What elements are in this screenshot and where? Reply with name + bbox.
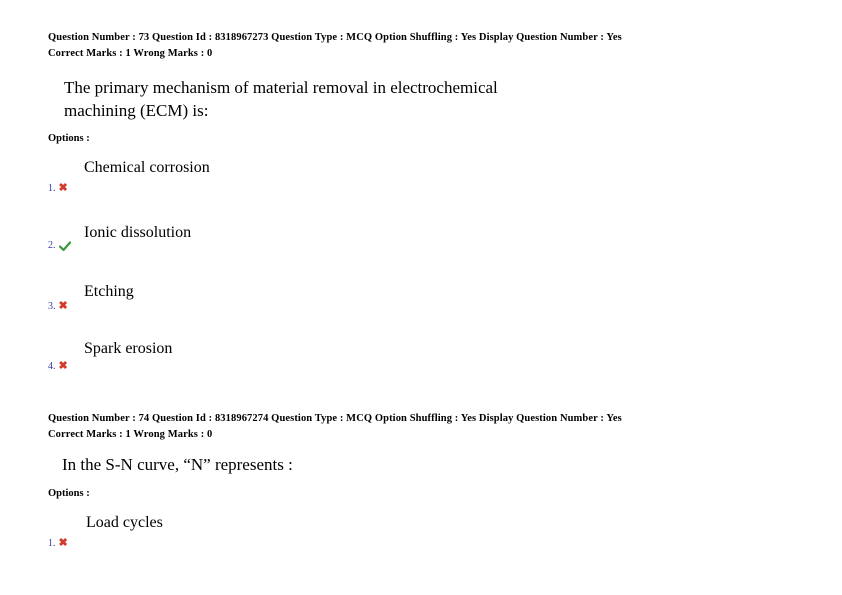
option-text: Chemical corrosion [84, 159, 210, 176]
option-number-label: 4. [48, 361, 56, 372]
question-73-stem-line-2: machining (ECM) is: [64, 101, 209, 120]
question-74-meta: Question Number : 74 Question Id : 8318967274 Question Type : MCQ Option Shuffling : Yes Display Question Number : Yes [48, 413, 622, 424]
option-number [48, 183, 68, 194]
question-74-stem [62, 453, 293, 476]
question-73-options-label: Options : [48, 133, 90, 144]
cross-icon: ✖ [58, 182, 68, 194]
option-number [48, 361, 68, 372]
question-74-marks: Correct Marks : 1 Wrong Marks : 0 [48, 429, 213, 440]
question-74-options-label: Options : [48, 488, 90, 499]
option-text: Spark erosion [84, 340, 173, 357]
option-number-label: 1. [48, 183, 56, 194]
question-73-stem [64, 76, 498, 122]
option-text: Load cycles [86, 514, 163, 531]
cross-icon: ✖ [58, 360, 68, 372]
option-number [48, 240, 71, 251]
option-number [48, 301, 68, 312]
check-icon [59, 241, 71, 251]
cross-icon: ✖ [58, 300, 68, 312]
option-text: Etching [84, 283, 134, 300]
question-73-marks: Correct Marks : 1 Wrong Marks : 0 [48, 48, 213, 59]
option-number-label: 1. [48, 538, 56, 549]
question-74-stem-line-1: In the S-N curve, “N” represents : [62, 455, 293, 474]
option-number [48, 538, 68, 549]
option-number-label: 2. [48, 240, 56, 251]
question-73-meta: Question Number : 73 Question Id : 8318967273 Question Type : MCQ Option Shuffling : Yes Display Question Number : Yes [48, 32, 622, 43]
cross-icon: ✖ [58, 537, 68, 549]
option-text: Ionic dissolution [84, 224, 192, 241]
question-73-stem-line-1: The primary mechanism of material removal in electrochemical [64, 78, 498, 97]
option-number-label: 3. [48, 301, 56, 312]
